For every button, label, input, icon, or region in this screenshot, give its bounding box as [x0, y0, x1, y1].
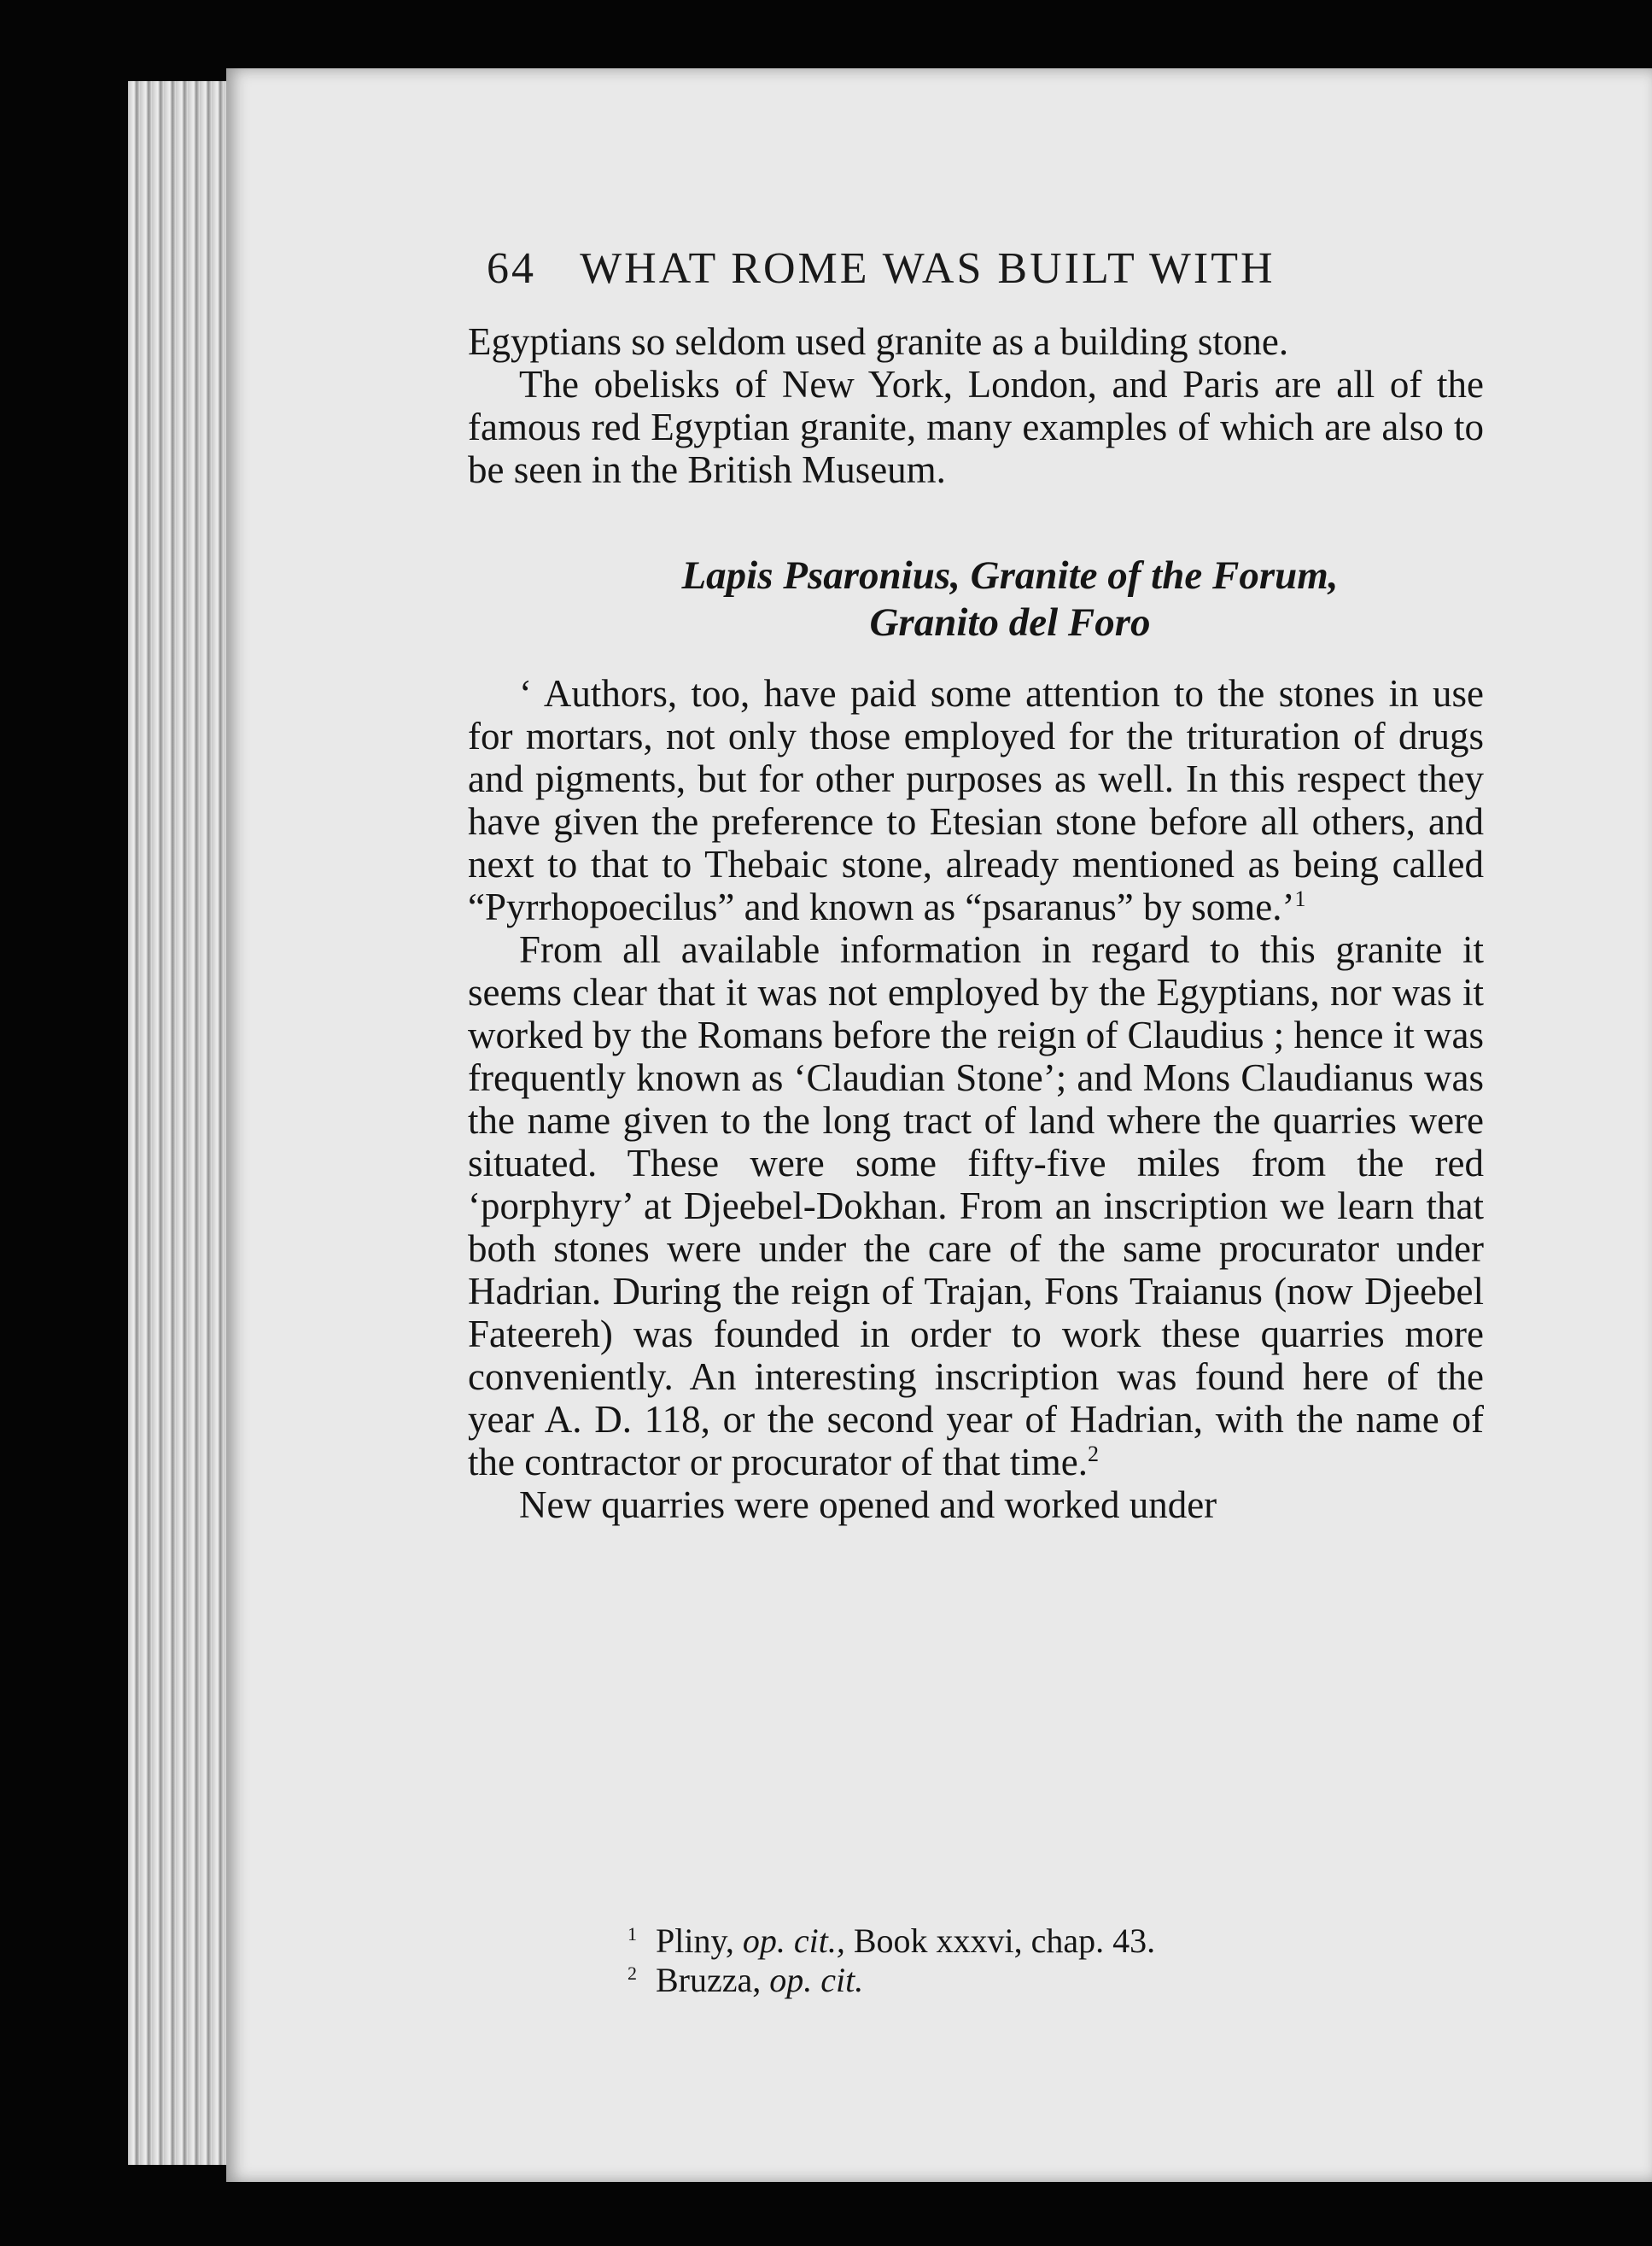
- body-text: [468, 320, 1484, 1526]
- footnote-detail: Book xxxvi, chap. 43.: [853, 1921, 1156, 1960]
- footnote: [628, 1961, 1379, 2000]
- footnote-author: Bruzza,: [656, 1961, 762, 1999]
- section-heading: [468, 553, 1484, 646]
- section-heading-line-2: Granito del Foro: [869, 600, 1151, 645]
- page-number: 64: [487, 244, 536, 293]
- paragraph-claudian: [468, 928, 1484, 1483]
- footnote-ref-1: 1: [1294, 886, 1306, 911]
- footnote: [628, 1921, 1379, 1961]
- section-heading-line-1: Lapis Psaronius, Granite of the Forum,: [681, 553, 1339, 598]
- quote-paragraph: [468, 672, 1484, 928]
- footnote-mark: 1: [628, 1922, 637, 1945]
- footnote-mark: 2: [628, 1962, 637, 1984]
- quote-text: ‘ Authors, too, have paid some attention to the stones in use for mortars, not only those employed for the trituration of drugs and pigments, but for other purposes as well. In this respect they have given the preference to Etesian stone before all others, and next to that to Thebaic stone, already mentioned as being called “Pyrrhopoecilus” and known as “psaranus” by some.’: [468, 672, 1484, 928]
- paragraph-new-quarries: New quarries were opened and worked under: [519, 1483, 1217, 1526]
- paragraph-obelisks: The obelisks of New York, London, and Paris are all of the famous red Egyptian granite, many examples of which are also to be seen in the British Museum.: [468, 363, 1484, 491]
- paragraph-continued: Egyptians so seldom used granite as a building stone.: [468, 320, 1289, 363]
- footnote-ref: op. cit.,: [742, 1921, 845, 1960]
- claudian-text: From all available information in regard to this granite it seems clear that it was not employed by the Egyptians, nor was it worked by the Romans before the reign of Claudius ; hence it was frequently known as ‘Claudian Stone’; and Mons Claudianus was the name given to the long tract of land where the quarries were situated. These were some fifty-five miles from the red ‘porphyry’ at Djeebel-Dokhan. From an inscription we learn that both stones were under the care of the same procurator under Hadrian. During the reign of Trajan, Fons Traianus (now Djeebel Fateereh) was founded in order to work these quarries more conveniently. An interesting inscription was found here of the year A. D. 118, or the second year of Hadrian, with the name of the contractor or procurator of that time.: [468, 928, 1484, 1483]
- footnote-ref: op. cit.: [769, 1961, 864, 1999]
- footnotes: [628, 1921, 1379, 2000]
- running-head: [487, 243, 1417, 294]
- footnote-author: Pliny,: [656, 1921, 734, 1960]
- running-title: WHAT ROME WAS BUILT WITH: [580, 244, 1275, 293]
- footnote-ref-2: 2: [1087, 1442, 1099, 1466]
